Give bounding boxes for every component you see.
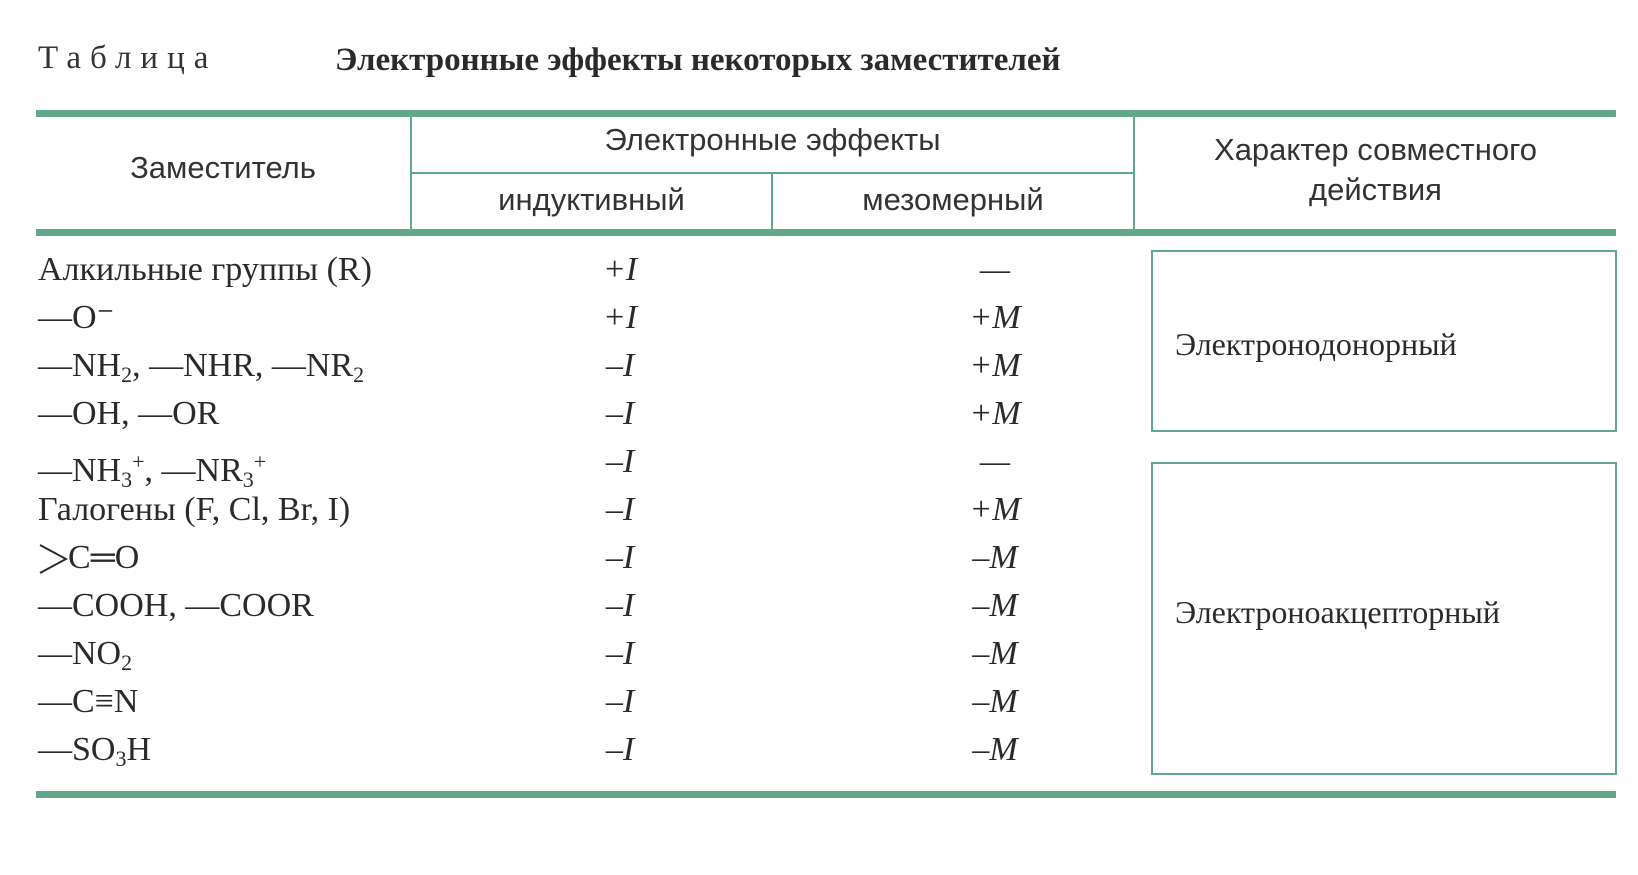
header-character-line2: действия bbox=[1309, 172, 1442, 207]
mesomeric-cell: +M bbox=[969, 395, 1021, 432]
header-subrule bbox=[410, 172, 1134, 174]
mesomeric-cell: –M bbox=[972, 731, 1018, 768]
mesomeric-cell: +M bbox=[969, 491, 1021, 528]
inductive-cell: +I bbox=[602, 251, 638, 288]
substituent-cell: $—SO_3H$ bbox=[38, 731, 152, 771]
inductive-cell: –I bbox=[605, 395, 635, 432]
header-character-line1: Характер совместного bbox=[1214, 132, 1537, 167]
carbonyl-bond-icon bbox=[38, 543, 68, 575]
header-substituent: Заместитель bbox=[130, 150, 316, 185]
donor-label: Электронодонорный bbox=[1175, 326, 1457, 362]
inductive-cell: –I bbox=[605, 491, 635, 528]
substituent-cell: Алкильные группы (R) bbox=[38, 251, 372, 288]
inductive-cell: –I bbox=[605, 539, 635, 576]
mesomeric-cell: +M bbox=[969, 347, 1021, 384]
inductive-cell: –I bbox=[605, 731, 635, 768]
substituent-cell: Галогены (F, Cl, Br, I) bbox=[38, 491, 351, 528]
inductive-cell: –I bbox=[605, 443, 635, 480]
inductive-cell: –I bbox=[605, 587, 635, 624]
mesomeric-cell: — bbox=[979, 251, 1011, 288]
substituent-cell: $—NH_3^+$, $—NR_3^+$ bbox=[38, 449, 267, 492]
acceptor-group-box bbox=[1151, 462, 1617, 775]
inductive-cell: –I bbox=[605, 683, 635, 720]
mesomeric-cell: –M bbox=[972, 635, 1018, 672]
substituent-cell: —OH, —OR bbox=[38, 395, 220, 432]
mesomeric-cell: –M bbox=[972, 683, 1018, 720]
substituent-cell: —C≡N bbox=[38, 683, 139, 720]
header-effects: Электронные эффекты bbox=[604, 122, 941, 157]
substituent-cell: $—NO_2$ bbox=[38, 635, 133, 675]
header-inductive: индуктивный bbox=[498, 182, 685, 217]
acceptor-label: Электроноакцепторный bbox=[1175, 594, 1501, 630]
mesomeric-cell: — bbox=[979, 443, 1011, 480]
donor-group-box bbox=[1151, 250, 1617, 432]
header-mesomeric: мезомерный bbox=[862, 182, 1044, 217]
substituent-cell: $—NH_2$, —NHR, $—NR_2$ bbox=[38, 347, 365, 387]
substituent-cell: C═O bbox=[68, 539, 140, 576]
mesomeric-cell: –M bbox=[972, 539, 1018, 576]
table-caption-word: Таблица bbox=[38, 40, 218, 76]
header-rule bbox=[36, 229, 1616, 236]
table-title: Электронные эффекты некоторых заместителей bbox=[335, 42, 1061, 78]
top-rule bbox=[36, 110, 1616, 117]
substituent-cell: —O⁻ bbox=[38, 299, 115, 336]
mesomeric-cell: +M bbox=[969, 299, 1021, 336]
bottom-rule bbox=[36, 791, 1616, 798]
inductive-cell: –I bbox=[605, 347, 635, 384]
substituent-cell: —COOH, —COOR bbox=[38, 587, 314, 624]
mesomeric-cell: –M bbox=[972, 587, 1018, 624]
inductive-cell: +I bbox=[602, 299, 638, 336]
inductive-cell: –I bbox=[605, 635, 635, 672]
